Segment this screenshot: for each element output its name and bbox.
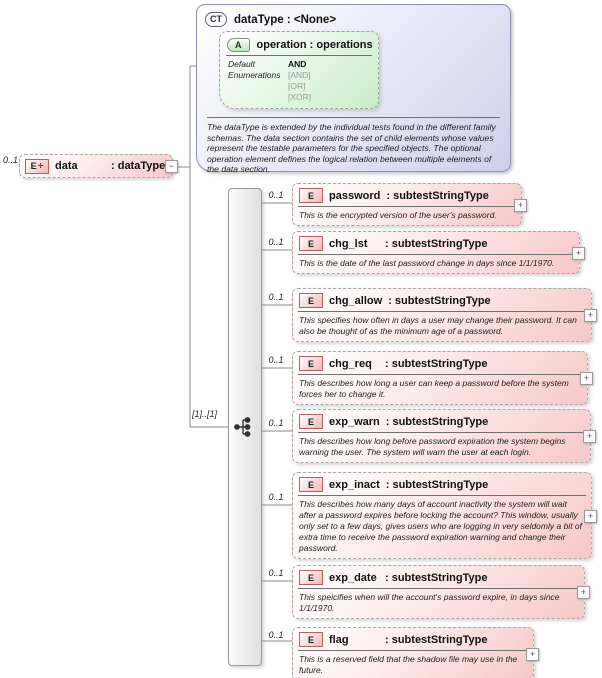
complextype-separator xyxy=(207,117,500,118)
element-type: : subtestStringType xyxy=(385,633,488,646)
facet-default-label: Default xyxy=(228,59,255,69)
element-type: : subtestStringType xyxy=(385,415,489,428)
element-documentation: This describes how long before password expiration the system begins warning the user. The system will warn the user at each login. xyxy=(299,436,566,457)
element-documentation: This specifies how often in days a user may change their password. It can also be thought of as the minimum age of a password. xyxy=(299,315,577,336)
sequence-indicator-bar[interactable] xyxy=(228,188,262,666)
element-data-box[interactable] xyxy=(19,154,173,178)
facet-default-value: AND xyxy=(288,59,307,69)
element-name: chg_req xyxy=(329,357,372,370)
complextype-header xyxy=(197,5,510,27)
element-type: : subtestStringType xyxy=(385,571,488,584)
cardinality-label: 0..1 xyxy=(268,418,284,428)
element-badge-icon: E xyxy=(299,236,323,251)
element-separator xyxy=(298,206,516,207)
facet-enumerations-label: Enumerations xyxy=(228,70,281,80)
element-chg-lst-box[interactable] xyxy=(292,231,580,274)
element-name: flag xyxy=(329,633,349,646)
cardinality-label: 0..1 xyxy=(268,568,284,578)
element-separator xyxy=(298,254,574,255)
sequence-cardinality-label: [1]..[1] xyxy=(192,409,218,419)
element-exp-warn-box[interactable] xyxy=(292,409,591,463)
complextype-datatype-box[interactable] xyxy=(196,4,511,172)
element-documentation: This is the date of the last password change in days since 1/1/1970. xyxy=(299,258,555,268)
element-type: : subtestStringType xyxy=(385,237,488,250)
element-documentation: This speicifies when will the account's password expire, in days since 1/1/1970. xyxy=(299,592,560,613)
plus-icon[interactable]: + xyxy=(577,586,590,599)
plus-icon[interactable]: + xyxy=(572,247,585,260)
enumeration-value: [XOR] xyxy=(288,92,312,102)
element-name: chg_lst xyxy=(329,237,368,250)
element-documentation: This describes how long a user can keep a password before the system forces her to change it. xyxy=(299,378,569,399)
plus-icon[interactable]: + xyxy=(580,372,593,385)
element-badge-icon: E xyxy=(299,414,323,429)
element-separator xyxy=(298,311,586,312)
element-documentation: This is the encrypted version of the user's password. xyxy=(299,210,497,220)
element-type: : subtestStringType xyxy=(388,294,491,307)
attribute-badge-icon: A xyxy=(227,38,250,52)
element-name: data xyxy=(55,160,78,172)
element-name: password xyxy=(329,189,381,202)
element-type: : subtestStringType xyxy=(385,478,489,491)
complextype-badge-icon: CT xyxy=(205,12,227,27)
plus-icon[interactable]: + xyxy=(526,648,539,661)
enumeration-value: [AND] xyxy=(288,70,311,80)
plus-icon[interactable]: + xyxy=(583,430,596,443)
attribute-separator xyxy=(226,55,372,56)
enumeration-value: [OR] xyxy=(288,81,306,91)
cardinality-label: 0..1 xyxy=(268,292,284,302)
sequence-icon xyxy=(234,416,256,438)
element-name: exp_date xyxy=(329,571,377,584)
complextype-title: dataType : <None> xyxy=(234,13,337,26)
element-badge-icon: E xyxy=(299,570,323,585)
element-badge-icon: E xyxy=(299,293,323,308)
attribute-facets xyxy=(220,59,378,103)
cardinality-label: 0..1 xyxy=(268,630,284,640)
cardinality-label: 0..1 xyxy=(268,492,284,502)
element-separator xyxy=(298,495,586,496)
element-separator xyxy=(298,432,585,433)
element-name: exp_inact xyxy=(329,478,380,491)
element-badge-icon: E xyxy=(299,477,323,492)
element-name: chg_allow xyxy=(329,294,383,307)
element-exp-inact-box[interactable] xyxy=(292,472,592,559)
element-type: : subtestStringType xyxy=(385,357,488,370)
complextype-documentation: The dataType is extended by the individual tests found in the different family schemas. The data section contains the set of child elements whose values represent the testable parameters for the specified objects. The optional operation element defines the logical relation between multiple elements of the data section. xyxy=(207,122,496,174)
attribute-header xyxy=(220,32,378,55)
element-flag-box[interactable] xyxy=(292,627,534,678)
element-badge-icon: E xyxy=(299,188,323,203)
element-chg-allow-box[interactable] xyxy=(292,288,592,342)
element-name: exp_warn xyxy=(329,415,380,428)
element-separator xyxy=(298,588,579,589)
attribute-operation-box[interactable] xyxy=(219,31,379,109)
element-exp-date-box[interactable] xyxy=(292,565,585,619)
cardinality-label: 0..1 xyxy=(268,190,284,200)
element-badge-icon: E xyxy=(299,632,323,647)
cardinality-label: 0..1 xyxy=(268,355,284,365)
element-separator xyxy=(298,650,528,651)
minus-icon[interactable]: − xyxy=(165,160,178,173)
element-type: : dataType xyxy=(111,160,166,172)
element-separator xyxy=(298,374,582,375)
element-chg-req-box[interactable] xyxy=(292,351,588,405)
element-badge-icon: E xyxy=(299,356,323,371)
cardinality-label: 0..1 xyxy=(3,155,19,165)
element-documentation: This describes how many days of account inactivity the system will wait after a password expires before locking the account? This window, usually only set to a few days, gives users who are logging in very seldomly a bit of extra time to receive the password expiration warning and change their password. xyxy=(299,499,583,553)
plus-icon[interactable]: + xyxy=(584,510,597,523)
cardinality-label: 0..1 xyxy=(268,237,284,247)
element-type: : subtestStringType xyxy=(386,189,489,202)
element-plus-badge-icon: E + xyxy=(25,159,49,174)
attribute-title: operation : operations xyxy=(256,39,373,51)
element-password-box[interactable] xyxy=(292,183,522,226)
element-documentation: This is a reserved field that the shadow file may use in the future. xyxy=(299,654,518,675)
plus-icon[interactable]: + xyxy=(514,199,527,212)
plus-icon[interactable]: + xyxy=(584,309,597,322)
